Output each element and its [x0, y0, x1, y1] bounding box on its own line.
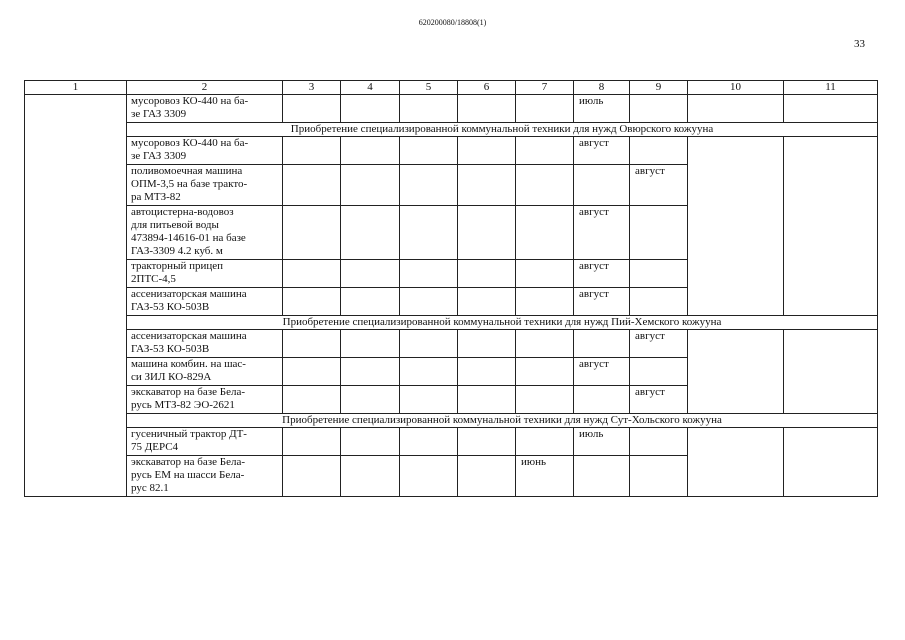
section-header-row: [25, 123, 878, 137]
cell-col-6: [458, 260, 516, 288]
cell-col-11: [784, 137, 878, 316]
cell-col-11: [784, 95, 878, 123]
cell-col-6: [458, 288, 516, 316]
cell-col-6: [458, 428, 516, 456]
equipment-name: ассенизаторская машина ГАЗ-53 КО-503В: [127, 288, 283, 316]
cell-col-4: [341, 206, 400, 260]
equipment-name: гусеничный трактор ДТ- 75 ДЕРС4: [127, 428, 283, 456]
cell-col-4: [341, 456, 400, 497]
cell-col-4: [341, 428, 400, 456]
cell-col-9: [630, 206, 688, 260]
cell-col-5: [400, 206, 458, 260]
cell-col-7: [516, 95, 574, 123]
cell-col-3: [283, 260, 341, 288]
cell-col-10: [688, 428, 784, 497]
cell-col-5: [400, 330, 458, 358]
cell-col-9: август: [630, 165, 688, 206]
cell-col-4: [341, 358, 400, 386]
cell-col-3: [283, 95, 341, 123]
table-row: [25, 137, 878, 165]
cell-col-9: [630, 358, 688, 386]
cell-col-9: [630, 95, 688, 123]
cell-col-7: [516, 330, 574, 358]
cell-col-6: [458, 358, 516, 386]
cell-col-6: [458, 456, 516, 497]
cell-col-3: [283, 288, 341, 316]
cell-col-4: [341, 137, 400, 165]
cell-col-8: август: [574, 358, 630, 386]
equipment-name: поливомоечная машина ОПМ-3,5 на базе тракто- ра МТЗ-82: [127, 165, 283, 206]
cell-col-9: август: [630, 386, 688, 414]
cell-col-6: [458, 165, 516, 206]
section-title: Приобретение специализированной коммунальной техники для нужд Пий-Хемского кожууна: [127, 316, 878, 330]
cell-col-7: июнь: [516, 456, 574, 497]
column-header-3: 3: [283, 81, 341, 95]
cell-col-7: [516, 288, 574, 316]
column-header-7: 7: [516, 81, 574, 95]
cell-col-5: [400, 288, 458, 316]
cell-col-11: [784, 330, 878, 414]
cell-col-3: [283, 137, 341, 165]
cell-col-10: [688, 137, 784, 316]
cell-col-3: [283, 428, 341, 456]
equipment-name: экскаватор на базе Бела- русь МТЗ-82 ЭО-2621: [127, 386, 283, 414]
equipment-name: мусоровоз КО-440 на ба- зе ГАЗ 3309: [127, 137, 283, 165]
cell-col-8: июль: [574, 428, 630, 456]
cell-col-9: [630, 288, 688, 316]
procurement-table: [24, 80, 878, 497]
cell-col-8: август: [574, 260, 630, 288]
cell-col-4: [341, 288, 400, 316]
cell-col-8: август: [574, 206, 630, 260]
cell-col-7: [516, 386, 574, 414]
cell-col-10: [688, 330, 784, 414]
section-title: Приобретение специализированной коммунальной техники для нужд Овюрского кожууна: [127, 123, 878, 137]
cell-col-7: [516, 428, 574, 456]
cell-col-6: [458, 386, 516, 414]
equipment-name: ассенизаторская машина ГАЗ-53 КО-503В: [127, 330, 283, 358]
column-header-6: 6: [458, 81, 516, 95]
cell-col-8: [574, 165, 630, 206]
cell-col-3: [283, 206, 341, 260]
cell-col-8: август: [574, 288, 630, 316]
column-header-10: 10: [688, 81, 784, 95]
cell-col-5: [400, 456, 458, 497]
cell-col-9: [630, 456, 688, 497]
cell-col-5: [400, 358, 458, 386]
column-header-9: 9: [630, 81, 688, 95]
cell-col-9: [630, 137, 688, 165]
equipment-name: мусоровоз КО-440 на ба- зе ГАЗ 3309: [127, 95, 283, 123]
page-number: 33: [854, 38, 865, 50]
cell-col-4: [341, 260, 400, 288]
cell-col-5: [400, 428, 458, 456]
equipment-name: автоцистерна-водовоз для питьевой воды 473894-14616-01 на базе ГАЗ-3309 4.2 куб. м: [127, 206, 283, 260]
table-row: [25, 95, 878, 123]
section-header-row: [25, 414, 878, 428]
table-row: [25, 330, 878, 358]
cell-col-4: [341, 165, 400, 206]
cell-col-5: [400, 386, 458, 414]
column-header-2: 2: [127, 81, 283, 95]
cell-col-3: [283, 165, 341, 206]
equipment-name: экскаватор на базе Бела- русь ЕМ на шасси Бела- рус 82.1: [127, 456, 283, 497]
document-code: 620200080/18808(1): [418, 18, 487, 27]
cell-col-11: [784, 428, 878, 497]
cell-col-6: [458, 95, 516, 123]
column-header-11: 11: [784, 81, 878, 95]
section-header-row: [25, 316, 878, 330]
cell-col-8: [574, 330, 630, 358]
cell-col-8: [574, 386, 630, 414]
cell-col-5: [400, 95, 458, 123]
cell-col-8: июль: [574, 95, 630, 123]
cell-col-5: [400, 260, 458, 288]
equipment-name: тракторный прицеп 2ПТС-4,5: [127, 260, 283, 288]
cell-col-3: [283, 330, 341, 358]
cell-col-6: [458, 137, 516, 165]
column-header-5: 5: [400, 81, 458, 95]
column-header-4: 4: [341, 81, 400, 95]
cell-col-4: [341, 95, 400, 123]
cell-col-9: август: [630, 330, 688, 358]
cell-col-8: август: [574, 137, 630, 165]
cell-col-9: [630, 428, 688, 456]
row-group-cell: [25, 95, 127, 497]
cell-col-8: [574, 456, 630, 497]
cell-col-7: [516, 137, 574, 165]
section-title: Приобретение специализированной коммунальной техники для нужд Сут-Хольского кожууна: [127, 414, 878, 428]
table-header-row: [25, 81, 878, 95]
cell-col-4: [341, 386, 400, 414]
cell-col-7: [516, 206, 574, 260]
cell-col-6: [458, 206, 516, 260]
cell-col-3: [283, 386, 341, 414]
equipment-name: машина комбин. на шас- си ЗИЛ КО-829А: [127, 358, 283, 386]
table-row: [25, 428, 878, 456]
cell-col-7: [516, 260, 574, 288]
column-header-8: 8: [574, 81, 630, 95]
cell-col-7: [516, 358, 574, 386]
cell-col-9: [630, 260, 688, 288]
cell-col-3: [283, 456, 341, 497]
cell-col-4: [341, 330, 400, 358]
cell-col-10: [688, 95, 784, 123]
column-header-1: 1: [25, 81, 127, 95]
cell-col-5: [400, 165, 458, 206]
cell-col-3: [283, 358, 341, 386]
cell-col-5: [400, 137, 458, 165]
cell-col-7: [516, 165, 574, 206]
cell-col-6: [458, 330, 516, 358]
